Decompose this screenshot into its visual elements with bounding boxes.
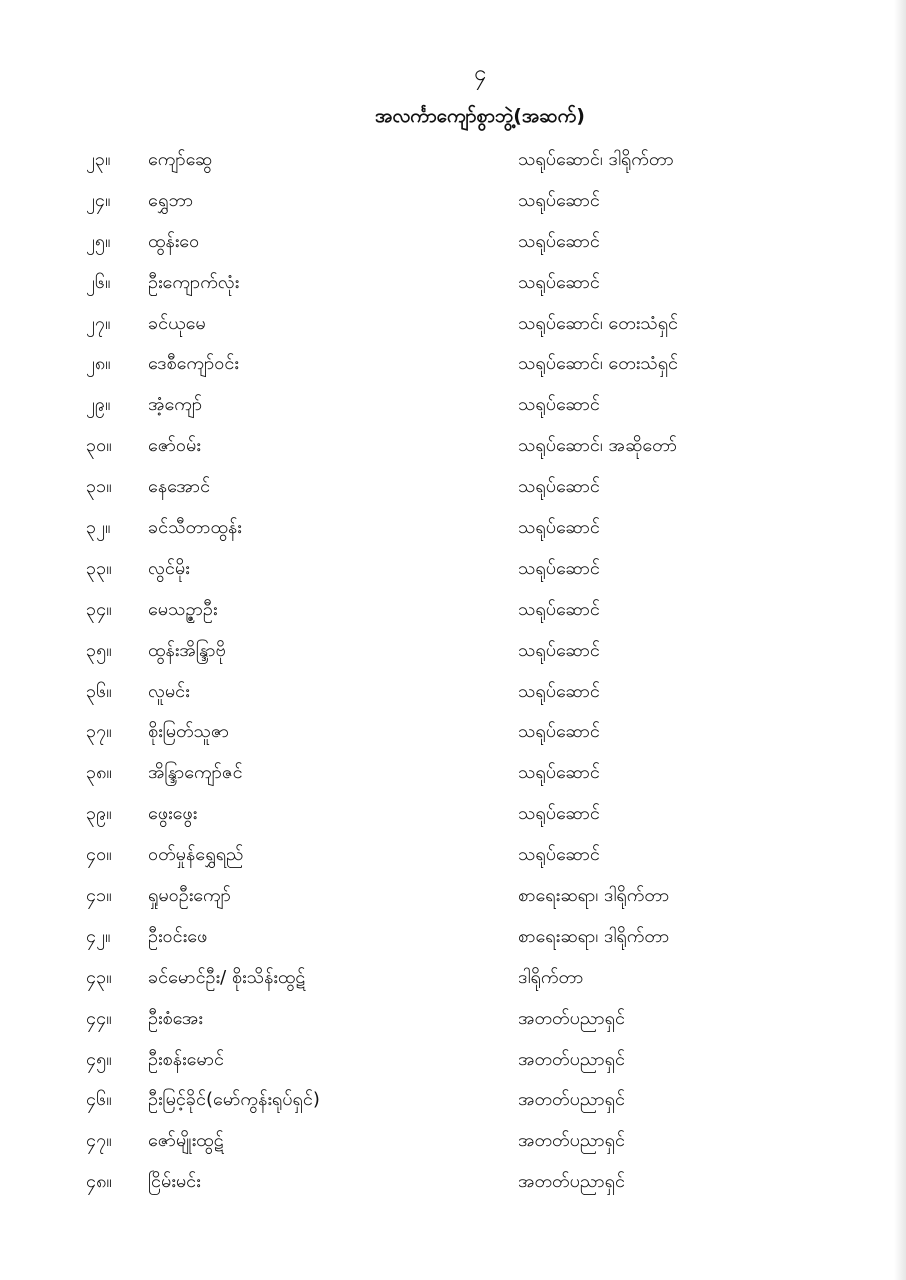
list-item <box>0 712 906 753</box>
item-number: ၄၁။ <box>86 885 112 907</box>
person-role: သရုပ်ဆောင် <box>518 394 600 416</box>
person-name: ဦးကျောက်လုံး <box>148 271 240 293</box>
person-name: ဦးစန်းမောင် <box>148 1048 225 1070</box>
page-title: အလင်္ကာကျော်စွာဘွဲ့(အဆက်) <box>375 105 585 127</box>
person-name: ကျော်ဆွေ <box>148 149 213 170</box>
person-name: ဖွေးဖွေး <box>148 803 198 825</box>
item-number: ၃၀။ <box>86 435 112 457</box>
item-number: ၄၅။ <box>86 1048 112 1070</box>
item-number: ၃၆။ <box>86 680 112 702</box>
person-role: သရုပ်ဆောင် <box>518 271 600 293</box>
person-role: သရုပ်ဆောင် <box>518 598 600 620</box>
credit-list <box>0 140 906 1203</box>
item-number: ၂၉။ <box>86 394 111 416</box>
person-name: ဦးမြင့်ခိုင်(မော်ကွန်းရုပ်ရှင်) <box>148 1089 320 1111</box>
item-number: ၄၀။ <box>86 844 112 866</box>
item-number: ၄၂။ <box>86 925 111 947</box>
list-item <box>0 1162 906 1203</box>
person-role: သရုပ်ဆောင် <box>518 189 600 211</box>
item-number: ၃၁။ <box>86 476 112 498</box>
person-role: အတတ်ပညာရှင် <box>518 1007 625 1029</box>
person-role: သရုပ်ဆောင် <box>518 803 600 825</box>
person-role: သရုပ်ဆောင်၊ အဆိုတော် <box>518 435 678 457</box>
list-item <box>0 1121 906 1162</box>
person-role: သရုပ်ဆောင် <box>518 557 600 579</box>
item-number: ၄၄။ <box>86 1007 112 1029</box>
list-item <box>0 140 906 181</box>
list-item <box>0 344 906 385</box>
list-item <box>0 1080 906 1121</box>
item-number: ၂၈။ <box>86 353 111 375</box>
item-number: ၃၅။ <box>86 639 112 661</box>
person-role: စာရေးဆရာ၊ ဒါရိုက်တာ <box>518 885 670 907</box>
person-role: သရုပ်ဆောင် <box>518 476 600 498</box>
list-item <box>0 181 906 222</box>
item-number: ၄၃။ <box>86 966 112 988</box>
person-role: သရုပ်ဆောင် <box>518 639 600 661</box>
person-name: စိုးမြတ်သူဇာ <box>148 721 230 743</box>
person-role: ဒါရိုက်တာ <box>518 966 584 988</box>
list-item <box>0 1040 906 1081</box>
person-name: အံ့ကျော် <box>148 394 203 416</box>
person-name: ထွန်းအိန္ဒြာဗို <box>148 639 226 661</box>
person-role: သရုပ်ဆောင်၊ တေးသံရှင် <box>518 312 679 334</box>
item-number: ၃၉။ <box>86 803 112 825</box>
person-name: လူမင်း <box>148 680 190 702</box>
person-role: စာရေးဆရာ၊ ဒါရိုက်တာ <box>518 925 670 947</box>
person-role: အတတ်ပညာရှင် <box>518 1048 625 1070</box>
list-item <box>0 263 906 304</box>
page-edge-shadow <box>894 0 906 1280</box>
person-role: သရုပ်ဆောင် <box>518 721 600 743</box>
person-name: ငြိမ်းမင်း <box>148 1171 201 1193</box>
item-number: ၃၇။ <box>86 721 112 743</box>
person-name: ဇော်မျိုးထွဋ် <box>148 1130 224 1152</box>
person-name: နေအောင် <box>148 476 211 498</box>
person-role: သရုပ်ဆောင် <box>518 680 600 702</box>
list-item <box>0 631 906 672</box>
item-number: ၄၇။ <box>86 1130 112 1152</box>
person-role: သရုပ်ဆောင် <box>518 762 600 784</box>
list-item <box>0 385 906 426</box>
list-item <box>0 549 906 590</box>
person-name: ခင်မောင်ဦး/ စိုးသိန်းထွဋ် <box>148 966 306 988</box>
list-item <box>0 958 906 999</box>
person-name: အိန္ဒြာကျော်ဇင် <box>148 762 243 784</box>
item-number: ၄၈။ <box>86 1171 112 1193</box>
person-name: ခင်ယုမေ <box>148 312 206 334</box>
person-role: သရုပ်ဆောင် <box>518 517 600 539</box>
item-number: ၂၅။ <box>86 230 111 252</box>
list-item <box>0 590 906 631</box>
list-item <box>0 917 906 958</box>
list-item <box>0 672 906 713</box>
person-name: မေသဥ္ဇာဦး <box>148 598 218 620</box>
item-number: ၂၃။ <box>86 149 111 170</box>
person-role: သရုပ်ဆောင်၊ တေးသံရှင် <box>518 353 679 375</box>
list-item <box>0 876 906 917</box>
item-number: ၄၆။ <box>86 1089 112 1111</box>
list-item <box>0 426 906 467</box>
list-item <box>0 467 906 508</box>
person-role: အတတ်ပညာရှင် <box>518 1130 625 1152</box>
item-number: ၂၄။ <box>86 189 111 211</box>
person-role: သရုပ်ဆောင် <box>518 230 600 252</box>
person-name: ဒေစီကျော်ဝင်း <box>148 353 239 375</box>
item-number: ၂၇။ <box>86 312 111 334</box>
person-name: ဝတ်မှုန်ရွှေရည် <box>148 844 244 866</box>
person-name: ဦးစံအေး <box>148 1007 203 1029</box>
list-item <box>0 508 906 549</box>
person-name: ဦးဝင်းဖေ <box>148 925 208 947</box>
person-role: သရုပ်ဆောင်၊ ဒါရိုက်တာ <box>518 149 674 170</box>
person-name: ခင်သီတာထွန်း <box>148 517 242 539</box>
list-item <box>0 835 906 876</box>
list-item <box>0 753 906 794</box>
person-role: သရုပ်ဆောင် <box>518 844 600 866</box>
item-number: ၃၄။ <box>86 598 112 620</box>
person-name: ရှုမဝဦးကျော် <box>148 885 231 907</box>
person-name: ထွန်းဝေ <box>148 230 200 252</box>
list-item <box>0 304 906 345</box>
list-item <box>0 222 906 263</box>
item-number: ၃၃။ <box>86 557 112 579</box>
item-number: ၃၂။ <box>86 517 111 539</box>
page-number: ၄ <box>473 61 487 86</box>
person-name: ဇော်ဝမ်း <box>148 435 201 457</box>
item-number: ၃၈။ <box>86 762 112 784</box>
person-name: လွင်မိုး <box>148 557 190 579</box>
person-role: အတတ်ပညာရှင် <box>518 1171 625 1193</box>
person-role: အတတ်ပညာရှင် <box>518 1089 625 1111</box>
person-name: ရွှေဘာ <box>148 189 194 211</box>
list-item <box>0 794 906 835</box>
list-item <box>0 999 906 1040</box>
item-number: ၂၆။ <box>86 271 111 293</box>
